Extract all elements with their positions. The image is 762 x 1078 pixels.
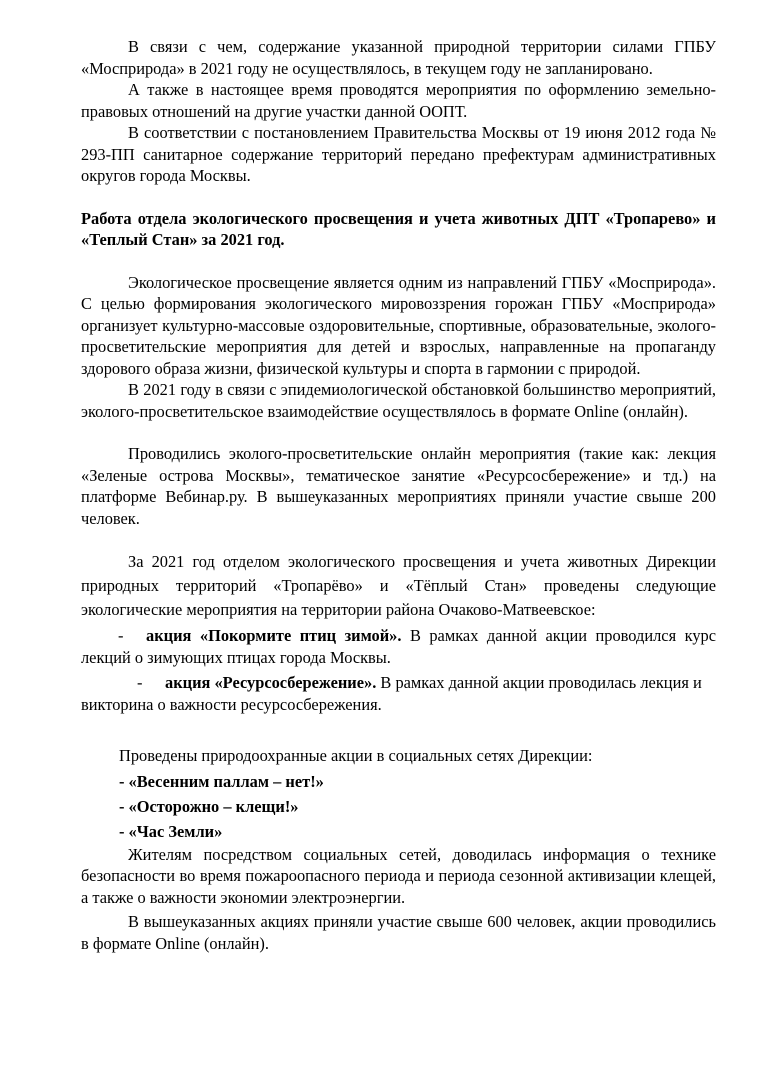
paragraph-participants: В вышеуказанных акциях приняли участие свыше 600 человек, акции проводились в формате Online (онлайн). xyxy=(81,912,716,953)
action-dash: - xyxy=(118,626,124,645)
action-title: акция «Покормите птиц зимой». xyxy=(146,626,402,645)
paragraph-events-intro: За 2021 год отделом экологического просвещения и учета животных Дирекции природных территорий «Тропарёво» и «Тёплый Стан» проведены следующие экологические мероприятия на территории района Очаково-Матвеевское: xyxy=(81,552,716,619)
action-dash: - xyxy=(137,673,143,692)
action-title: акция «Ресурсосбережение». xyxy=(165,673,377,692)
paragraph-land-relations: А также в настоящее время проводятся мероприятия по оформлению земельно-правовых отношений на другие участки данной ООПТ. xyxy=(81,80,716,121)
paragraph-online-events: Проводились эколого-просветительские онлайн мероприятия (такие как: лекция «Зеленые острова Москвы», тематическое занятие «Ресурсосбережение» и тд.) на платформе Вебинар.ру. В вышеуказанных мероприятиях приняли участие свыше 200 человек. xyxy=(81,444,716,528)
social-action-item: - «Час Земли» xyxy=(119,821,223,841)
document-page xyxy=(81,36,716,954)
paragraph-resolution: В соответствии с постановлением Правительства Москвы от 19 июня 2012 года № 293-ПП санитарное содержание территорий передано префектурам административных округов города Москвы. xyxy=(81,123,716,185)
paragraph-epidemic: В 2021 году в связи с эпидемиологической обстановкой большинство мероприятий, эколого-просветительское взаимодействие осуществлялось в формате Online (онлайн). xyxy=(81,380,716,421)
section-heading: Работа отдела экологического просвещения и учета животных ДПТ «Тропарево» и «Теплый Стан» за 2021 год. xyxy=(81,208,716,249)
action-item-resources xyxy=(81,672,716,715)
action-text: В рамках данной акции проводился курс лекций о зимующих птицах города Москвы. xyxy=(81,626,716,667)
social-action-item: - «Весенним паллам – нет!» xyxy=(119,771,324,791)
action-item-birds xyxy=(81,625,716,668)
social-action-item: - «Осторожно – клещи!» xyxy=(119,796,299,816)
paragraph-social-info: Жителям посредством социальных сетей, доводилась информация о технике безопасности во время пожароопасного периода и периода сезонной активизации клещей, а также о важности экономии электроэнергии. xyxy=(81,844,716,907)
paragraph-eco-education: Экологическое просвещение является одним из направлений ГПБУ «Мосприрода». С целью формирования экологического мировоззрения горожан ГПБУ «Мосприрода» организует культурно-массовые оздоровительные, спортивные, образовательные, эколого-просветительские мероприятия для детей и взрослых, направленные на пропаганду здорового образа жизни, физической культуры и спорта в гармонии с природой. xyxy=(81,272,716,378)
social-actions-lead: Проведены природоохранные акции в социальных сетях Дирекции: xyxy=(119,746,593,765)
action-text: В рамках данной акции проводилась лекция и викторина о важности ресурсосбережения. xyxy=(81,673,702,714)
paragraph-maintenance: В связи с чем, содержание указанной природной территории силами ГПБУ «Мосприрода» в 2021 году не осуществлялось, в текущем году не запланировано. xyxy=(81,37,716,78)
